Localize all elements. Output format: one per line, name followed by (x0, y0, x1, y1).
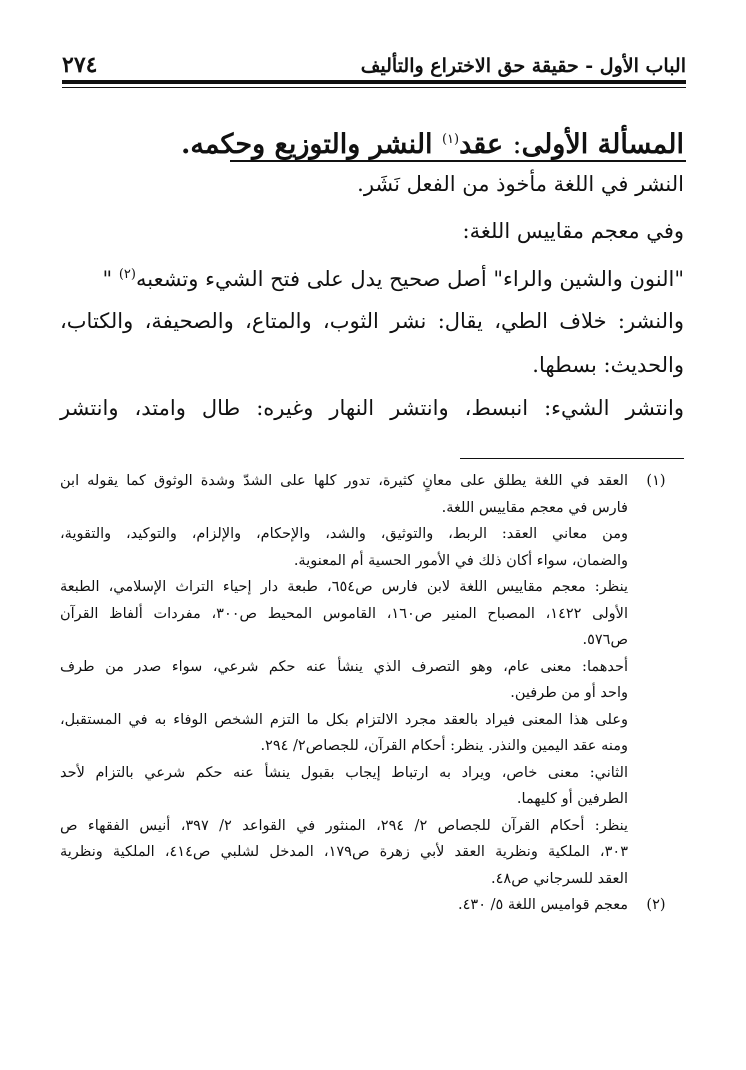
footnote-1 (60, 468, 684, 892)
footnote-line: ومنه عقد اليمين والنذر. ينظر: أحكام القرآن، للجصاص٢/ ٢٩٤. (260, 738, 628, 754)
footnote-line: وعلى هذا المعنى فيراد بالعقد مجرد الالتزام بكل ما التزم الشخص الوفاء به في المستقبل، (60, 711, 628, 728)
footnote-2 (60, 892, 684, 919)
heading-footnote-mark: (١) (441, 132, 460, 147)
running-title: الباب الأول - حقيقة حق الاختراع والتأليف (360, 55, 686, 77)
footnote-line: والضمان، سواء أكان ذلك في الأمور الحسية أم المعنوية. (293, 552, 628, 569)
body-line-5: والحديث: بسطها. (532, 353, 684, 377)
footnote-line: العقد في اللغة يطلق على معانٍ كثيرة، تدور كلها على الشدّ وشدة الوثوق كما يقوله ابن (60, 473, 628, 489)
footnote-line: ينظر: أحكام القرآن للجصاص ٢/ ٢٩٤، المنثور في القواعد ٢/ ٣٩٧، أنيس الفقهاء ص (60, 817, 628, 834)
footnote-2-lines (60, 892, 628, 919)
footnotes (60, 468, 684, 919)
footnote-line: أحدهما: معنى عام، وهو التصرف الذي ينشأ عنه حكم شرعي، سواء صدر من طرف (60, 658, 628, 675)
body-line-3 (60, 259, 684, 295)
running-header (62, 42, 686, 76)
footnote-1-lines (60, 468, 628, 892)
footnote-line: ٣٠٣، الملكية ونظرية العقد لأبي زهرة ص١٧٩، المدخل لشلبي ص٤١٤، الملكية ونظرية (60, 844, 628, 860)
footnote-line: ومن معاني العقد: الربط، والتوثيق، والشد، والإحكام، والإلزام، والتوكيد، والتقوية، (60, 526, 628, 542)
footnote-line: الأولى ١٤٢٢، المصباح المنير ص١٦٠، القاموس المحيط ص٣٠٠، مفردات ألفاظ القرآن (60, 605, 628, 622)
heading-colon: : (512, 129, 522, 160)
heading-rest: النشر والتوزيع وحكمه. (180, 129, 433, 160)
body-line-3-end: " (102, 267, 113, 291)
footnote-line: ص٥٧٦. (582, 632, 628, 648)
footnote-line: واحد أو من طرفين. (510, 685, 628, 701)
body-line-2: وفي معجم مقاييس اللغة: (462, 219, 684, 243)
section-heading (60, 122, 684, 163)
heading-word: عقد (459, 129, 504, 160)
header-rule-thin (62, 87, 686, 88)
body-footnote-mark: (٢) (118, 267, 136, 282)
footnote-line: ينظر: معجم مقاييس اللغة لابن فارس ص٦٥٤، طبعة دار إحياء التراث الإسلامي، الطبعة (60, 579, 628, 595)
body-line-4: والنشر: خلاف الطي، يقال: نشر الثوب، والمتاع، والصحيفة، والكتاب، (60, 309, 684, 333)
footnote-line: العقد للسرجاني ص٤٨. (491, 870, 628, 887)
header-rule-thick (62, 80, 686, 84)
heading-underline (230, 160, 686, 162)
footnote-line: فارس في معجم مقاييس اللغة. (441, 499, 628, 516)
heading-prefix: المسألة الأولى (521, 129, 684, 160)
footnote-line: معجم قواميس اللغة ٥/ ٤٣٠. (458, 897, 628, 913)
body-line-1: النشر في اللغة مأخوذ من الفعل نَشَر. (357, 172, 684, 196)
footnote-line: الثاني: معنى خاص، ويراد به ارتباط إيجاب بقبول ينشأ عنه حكم شرعي بالتزام لأحد (60, 764, 628, 781)
footnote-line: الطرفين أو كليهما. (516, 791, 628, 807)
body-line-6: وانتشر الشيء: انبسط، وانتشر النهار وغيره: طال وامتد، وانتشر (60, 396, 684, 420)
footnote-separator (460, 458, 684, 459)
page-number: ٢٧٤ (62, 52, 98, 78)
footnote-number: (٢) (646, 897, 666, 913)
footnote-number: (١) (646, 473, 666, 489)
body-line-3-text: "النون والشين والراء" أصل صحيح يدل على فتح الشيء وتشعبه (135, 267, 684, 291)
